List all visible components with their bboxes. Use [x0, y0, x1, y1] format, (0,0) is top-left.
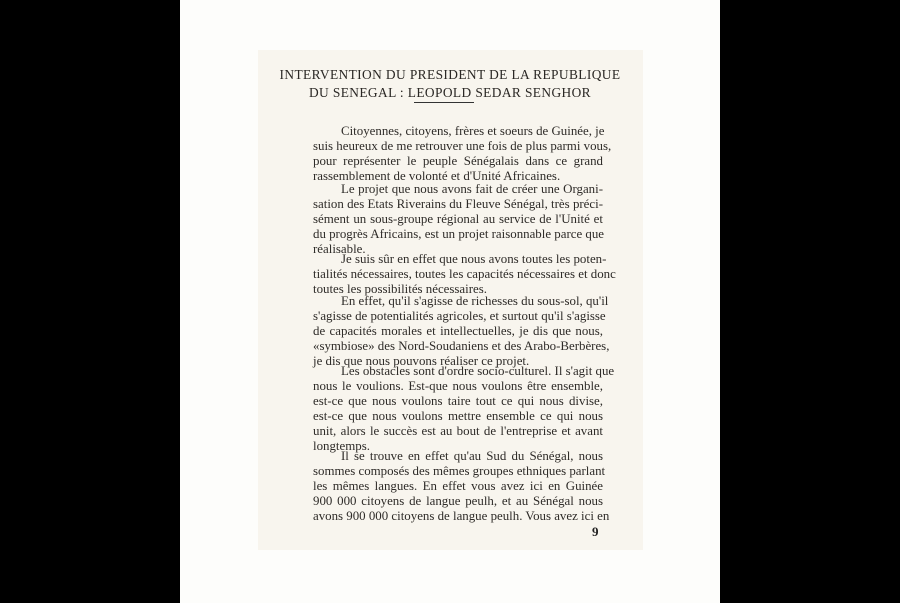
text-line: 900 000 citoyens de langue peulh, et au Sénégal nous: [313, 494, 603, 508]
text-line: Les obstacles sont d'ordre socio-culturel. Il s'agit que: [341, 364, 615, 378]
title-divider: [414, 102, 474, 103]
text-line: sément un sous-groupe régional au service de l'Unité et: [313, 212, 603, 226]
text-line: est-ce que nous voulons taire tout ce qui nous divise,: [313, 394, 603, 408]
text-line: je dis que nous pouvons réaliser ce projet.: [313, 354, 530, 368]
text-line: les mêmes langues. En effet vous avez ici en Guinée: [313, 479, 603, 493]
page-number: 9: [592, 524, 599, 539]
text-line: suis heureux de me retrouver une fois de plus parmi vous,: [313, 139, 612, 153]
text-line: unit, alors le succès est au bout de l'entreprise et avant: [313, 424, 603, 438]
text-line: du progrès Africains, est un projet raisonnable parce que: [313, 227, 605, 241]
paragraph-5: [313, 364, 615, 454]
paragraph-6: [313, 449, 610, 524]
paragraph-3: [313, 252, 616, 297]
text-line: «symbiose» des Nord-Soudaniens et des Arabo-Berbères,: [313, 339, 610, 353]
paragraph-2: [313, 182, 603, 257]
text-line: sommes composés des mêmes groupes ethniques parlant: [313, 464, 606, 478]
text-line: s'agisse de potentialités agricoles, et surtout qu'il s'agisse: [313, 309, 606, 323]
text-line: rassemblement de volonté et d'Unité Africaines.: [313, 169, 561, 183]
text-line: de capacités morales et intellectuelles, je dis que nous,: [313, 324, 603, 338]
text-line: avons 900 000 citoyens de langue peulh. Vous avez ici en: [313, 509, 610, 523]
text-line: réalisable.: [313, 242, 366, 256]
text-line: toutes les possibilités nécessaires.: [313, 282, 487, 296]
title-line-2: DU SENEGAL : LEOPOLD SEDAR SENGHOR: [308, 85, 592, 100]
title-line-1: INTERVENTION DU PRESIDENT DE LA REPUBLIQUE: [279, 67, 621, 82]
page-title: [180, 66, 720, 102]
text-line: En effet, qu'il s'agisse de richesses du sous-sol, qu'il: [341, 294, 609, 308]
text-line: Citoyennes, citoyens, frères et soeurs de Guinée, je: [341, 124, 605, 138]
text-line: Le projet que nous avons fait de créer une Organi-: [341, 182, 603, 196]
text-line: nous le voulions. Est-que nous voulons être ensemble,: [313, 379, 603, 393]
paragraph-1: [313, 124, 612, 184]
text-line: sation des Etats Riverains du Fleuve Sénégal, très préci-: [313, 197, 603, 211]
paragraph-4: [313, 294, 610, 369]
text-line: Il se trouve en effet qu'au Sud du Sénégal, nous: [341, 449, 603, 463]
text-line: est-ce que nous voulons mettre ensemble ce qui nous: [313, 409, 603, 423]
text-line: pour représenter le peuple Sénégalais dans ce grand: [313, 154, 603, 168]
text-line: longtemps.: [313, 439, 370, 453]
document-page: [180, 0, 720, 603]
text-line: Je suis sûr en effet que nous avons toutes les poten-: [341, 252, 607, 266]
text-line: tialités nécessaires, toutes les capacités nécessaires et donc: [313, 267, 616, 281]
